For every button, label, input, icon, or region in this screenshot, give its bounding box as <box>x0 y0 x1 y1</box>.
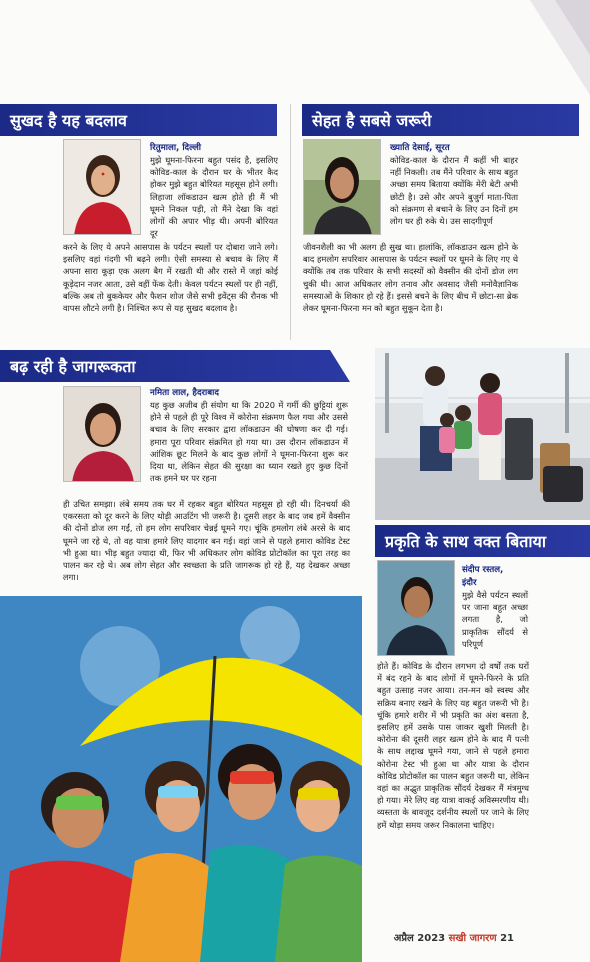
column-divider <box>290 104 291 340</box>
footer-date: अप्रैल 2023 <box>393 933 446 944</box>
byline-namita: नमिता लाल, हैदराबाद <box>150 388 219 398</box>
article-text-s4-side: मुझे वैसे पर्यटन स्थलों पर जाना बहुत अच्छा लगता है, जो प्राकृतिक सौंदर्य से परिपूर्ण <box>462 590 528 649</box>
article-text-s2-main: जीवनशैली का भी अलग ही सुख था। हालांकि, लॉकडाउन खत्म होने के बाद हमलोग सपरिवार आसपास के पर्यटन स्थलों पर घूमने के लिए गए थे क्योंकि तब तक परिवार के सभी सदस्यों को वैक्सीन की दोनों डोज लग चुकी थी। आज अधिकतर लोग तनाव और अवसाद जैसी मनोवैज्ञानिक समस्याओं के शिकार हो रहे हैं। इससे बचने के लिए बीच में छोटा-सा ब्रेक लेकर घूमना-फिरना मन को बहुत सुकून देता है। <box>303 242 518 314</box>
byline-ritumala: रितुमाला, दिल्ली <box>150 143 202 153</box>
byline-sandeep-city: इंदौर <box>462 578 477 588</box>
photo-khyati <box>303 139 381 235</box>
corner-decoration <box>530 0 590 95</box>
photo-sandeep <box>377 560 455 656</box>
photo-namita <box>63 386 141 482</box>
photo-friends-umbrella <box>0 596 362 962</box>
photo-ritumala <box>63 139 141 235</box>
footer-brand: सखी जागरण <box>448 933 497 944</box>
article-text-s3-side: यह कुछ अजीब ही संयोग था कि 2020 में गर्मी की छुट्टियां शुरू होने से पहले ही पूरे विश्व में कोरोना संक्रमण फैल गया और उससे बचाव के लिए सरकार द्वारा लॉकडाउन की घोषणा कर दी गई। हमारा पूरा परिवार संक्रमित हो गया था। उस दौरान लॉकडाउन में आंशिक छूट मिलने के बाद कुछ लोगों ने घूमना-फिरना शुरू कर दिया था, लेकिन सेहत की सुरक्षा का ध्यान रखते हुए कुछ दिनों तक हमने घर पर रहना <box>150 400 348 484</box>
page-footer <box>394 930 514 944</box>
article-text-s1-side: मुझे घूमना-फिरना बहुत पसंद है, इसलिए कोविड-काल के दौरान घर के भीतर कैद होकर मुझे बहुत बोरियत महसूस होने लगी। लिहाजा लॉकडाउन खत्म होते ही मैं भी घूमने निकल पड़ी, तो मैंने देखा कि वहां लोगों की अपार भीड़ थी। अपनी बोरियत दूर <box>150 155 278 239</box>
byline-khyati: ख्याति देसाई, सूरत <box>390 143 450 153</box>
section-title-jagrukta: बढ़ रही है जागरूकता <box>0 350 350 382</box>
article-text-s4-main: होते हैं। कोविड के दौरान लगभग दो वर्षों तक घरों में बंद रहने के बाद लोगों में घूमने-फिरने के प्रति बहुत उत्साह नजर आया। तन-मन को स्वस्थ और सक्रिय बनाए रखने के लिए यह बहुत जरूरी भी है। चूंकि हमारे शरीर में भी प्रकृति का अंश बसता है, इसलिए हमें उसके पास जाकर खुशी मिलती है। कोरोना की दूसरी लहर खत्म होने के बाद मैं पत्नी के साथ लद्दाख घूमने गया, जाने से पहले हमारा कोरोना टेस्ट भी हुआ था और यात्रा के दौरान कोविड प्रोटोकॉल का पालन बहुत जरूरी था, लेकिन वहां का अद्भुत प्राकृतिक सौंदर्य देखकर मैं मंत्रमुग्ध हो गया। मेरे लिए वह यात्रा वाकई अविस्मरणीय थी। व्यस्तता के बावजूद दर्शनीय स्थलों पर जाने के लिए हमें थोड़ा समय जरूर निकालना चाहिए। <box>377 661 529 830</box>
footer-page-number: 21 <box>500 933 514 944</box>
photo-family-travel <box>375 348 590 520</box>
article-text-s3-main: ही उचित समझा। लंबे समय तक घर में रहकर बहुत बोरियत महसूस हो रही थी। दिनचर्या की एकरसता को दूर करने के लिए थोड़ी आउटिंग भी जरूरी है। दूसरी लहर के बाद जब हमें वैक्सीन की दोनों डोज लग गईं, तो हम लोग सपरिवार चेन्नई घूमने गए। चूंकि हमलोग लंबे अरसे के बाद घूमने जा रहे थे, तो वह यात्रा हमारे लिए यादगार बन गई। वहां जाने से पहले हमारा कोविड टेस्ट भी हुआ था। भीड़ बहुत ज्यादा थी, फिर भी अधिकतर लोग कोविड प्रोटोकॉल का पूरा तरह का पालन कर रहे थे। अब लोग सेहत और स्वच्छता के प्रति जागरूक हो रहे हैं, यह देखकर अच्छा लगा। <box>63 499 350 583</box>
byline-sandeep-name: संदीप रस्तल, <box>462 565 504 575</box>
section-title-prakriti: प्रकृति के साथ वक्त बिताया <box>375 525 590 557</box>
section-title-sehat: सेहत है सबसे जरूरी <box>302 104 579 136</box>
section-title-sukhad: सुखद है यह बदलाव <box>0 104 277 136</box>
article-text-s1-main: करने के लिए ये अपने आसपास के पर्यटन स्थलों पर दोबारा जाने लगे। इसलिए वहां गंदगी भी बढ़ने लगी। ऐसी समस्या से बचाव के लिए मैं अपना सारा कूड़ा एक अलग बैग में रखती थी और रास्ते में जहां कोई कूड़ेदान नजर आता, उसे वहीं फेंक देती। केवल पर्यटन स्थलों पर ही नहीं, बल्कि अब तो बुककेयर और फैशन शोज जैसे सभी इवेंट्स की रौनक भी वापस लौटने लगी है। निश्चित रूप से यह सुखद बदलाव है। <box>63 242 278 314</box>
article-text-s2-side: कोविड-काल के दौरान मैं कहीं भी बाहर नहीं निकली। तब मैंने परिवार के साथ बहुत अच्छा समय बिताया क्योंकि मेरी बेटी अभी छोटी है। उसे और अपने बुजुर्ग माता-पिता को संक्रमण से बचाने के लिए उन दिनों हम लोग घर ही रुके थे। उस सादगीपूर्ण <box>390 155 518 227</box>
